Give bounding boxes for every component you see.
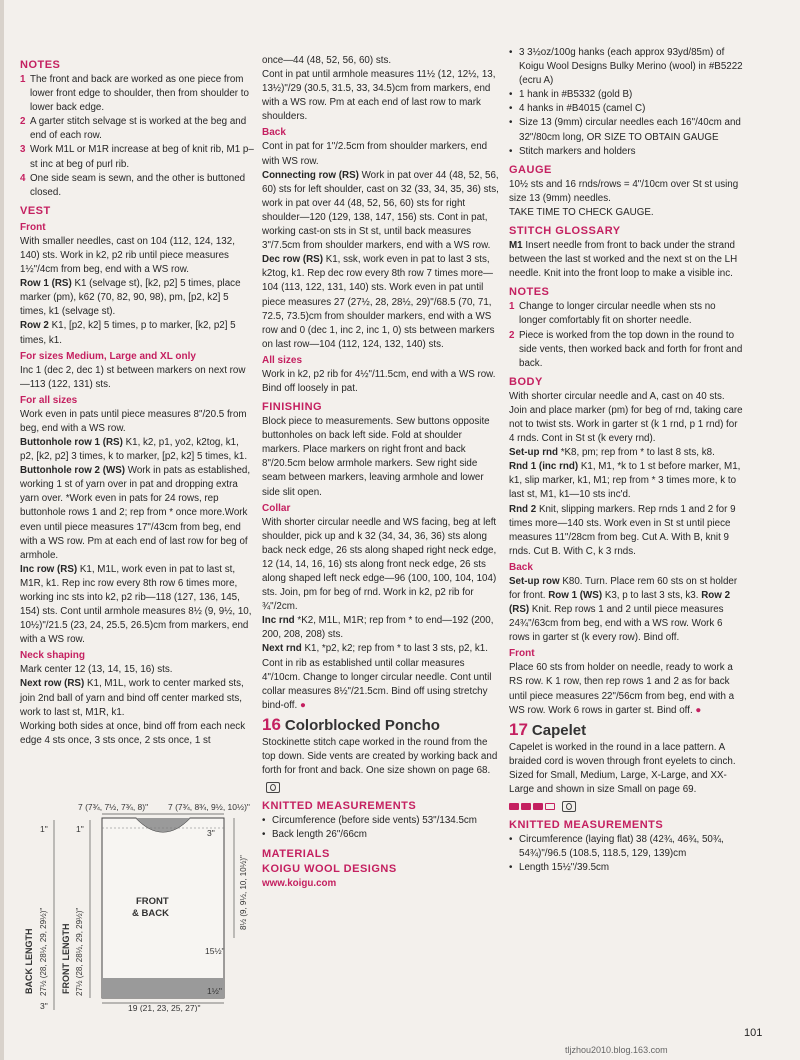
materials-heading: MATERIALS [262,847,330,860]
skill-level [509,800,745,814]
piece-label-back: & BACK [132,908,169,919]
width-value: 19 (21, 23, 25, 27)" [128,1003,201,1012]
body-heading: BODY [509,375,543,388]
yarn-weight-icon [562,801,576,812]
neck-paragraph: Mark center 12 (13, 14, 15, 16) sts. [20,664,173,676]
measurement-item: • Circumference (before side vents) 53"/134.5cm [262,814,500,828]
column-middle [262,54,500,891]
note-item: 2 Piece is worked from the top down in the round to side vents, then worked back and forth for front and back. [509,329,743,369]
pattern-16-description: Stockinette stitch cape worked in the round from the top down. Side vents are created by working back and forth for front and back. One size shown on page 68. [262,736,498,777]
stitch-glossary-heading: STITCH GLOSSARY [509,225,621,238]
front-back-schematic [20,798,260,1012]
note-item: 3 Work M1L or M1R increase at beg of knit rib, M1 p–st inc at beg of purl rib. [20,144,254,170]
gauge-check: TAKE TIME TO CHECK GAUGE. [509,206,654,218]
rib-band [102,978,224,998]
sizes-mlxl-subheading: For sizes Medium, Large and XL only [20,350,196,362]
buttonhole-paragraph: Buttonhole row 1 (RS) K1, k2, p1, yo2, k2tog, k1, p2, [k2, p2] 3 times, k to marker, [p2, k2] 5 times, k1. Buttonhole row 2 (WS) Work in pats as established, working 1 st of yarn over in pat and dropping extra yarn over. *Work even in pats for 24 rows, rep buttonhole rows 1 and 2; rep from * once more.Work even until piece measures 17"/43cm from beg, end with a WS row. Pm at each end of last row for beg of armhole. [20,436,251,561]
front-paragraph: With smaller needles, cast on 104 (112, 124, 132, 140) sts. Work in k2, p2 rib until piece measures 1½"/4cm from beg, end with a WS row. [20,235,235,276]
front-subheading-2: Front [509,648,535,660]
piece-label-front: FRONT [136,896,169,907]
one-inch-inner-label: 1" [76,824,84,834]
rnd1-paragraph: Rnd 1 (inc rnd) K1, M1, *k to 1 st before marker, M1, k1, slip marker, k1, M1; rep from * 3 times more, k to last st, M1, k1—10 sts inc'd. [509,461,741,501]
neck-shaping-subheading: Neck shaping [20,650,86,662]
materials-brand: KOIGU WOOL DESIGNS [262,862,397,875]
gauge-heading: GAUGE [509,163,552,176]
collar-subheading: Collar [262,502,291,514]
next-rnd-paragraph: Next rnd K1, *p2, k2; rep from * to last 3 sts, p2, k1. Cont in rib as established until collar measures 4"/10cm. Change to longer circular needle. Cont until collar measures 8½"/21.5cm. Bind off using stretchy bind-off. ● [262,643,492,711]
three-inch-bottom-label: 3" [40,1001,48,1011]
back-subheading: Back [262,127,286,139]
finishing-paragraph: Block piece to measurements. Sew buttons opposite buttonholes on back left side. Fold at shoulder markers. Place markers on right front and back 8"/20.5cm below armhole markers. Sew right side seam between markers, leaving armhole and lower side slit open. [262,416,490,498]
note-item: 1 The front and back are worked as one piece from lower front edge to shoulder, then from shoulder to lower back edge. [20,74,249,114]
measurement-item: • Length 15½"/39.5cm [509,861,745,875]
back-length-value: 27½ (28, 28½, 29, 29½)" [39,907,48,996]
schematic-top-right-label: 7 (7¾, 8¾, 9½, 10½)" [168,802,250,812]
front-paragraph-2: Place 60 sts from holder on needle, ready to work a RS row. K 1 row, then rep rows 1 and 2 as for back until piece measures 22"/56cm from beg, end with a WS row. Work 6 rows in garter st. Bind off. ● [509,662,735,716]
page-number: 101 [744,1027,763,1039]
column-left [20,54,254,748]
rnd2-paragraph: Rnd 2 Knit, slipping markers. Rep rnds 1 and 2 for 9 times more—140 sts. Work even in St st until piece measures 11"/28cm from beg. Cut A. With B, knit 9 rnds. Cut B. With C, k 3 rnds. [509,503,736,557]
end-marker-icon: ● [695,704,702,716]
row1-paragraph: Row 1 (RS) K1 (selvage st), [k2, p2] 5 times, place marker (pm), k62 (70, 82, 90, 98), pm, [p2, k2] 5 times, k1 (selvage st). [20,278,241,318]
side-length-label: 15½" [205,946,225,956]
inc-rnd-paragraph: Inc rnd *K2, M1L, M1R; rep from * to end—192 (200, 200, 208, 208) sts. [262,615,494,641]
collar-paragraph: With shorter circular needle and WS facing, beg at left shoulder, pick up and k 32 (34, 34, 36, 36) sts along back neck edge, 26 sts along shaped right neck edge, 12 (14, 14, 16, 16) sts along front neck edge, 26 sts along shaped left neck edge—96 (100, 100, 104, 104) sts. Join, pm for beg of rnd. Work in k2, p2 rib for ¾"/2cm. [262,516,497,613]
armhole-value: 8½ (9, 9½, 10, 10½)" [239,855,248,930]
measurement-item: • Back length 26"/66cm [262,828,500,842]
one-inch-left-label: 1" [40,824,48,834]
note-item: 4 One side seam is sewn, and the other is buttoned closed. [20,172,246,198]
back-subheading-2: Back [509,561,533,573]
row2-paragraph: Row 2 K1, [p2, k2] 5 times, p to marker, [k2, p2] 5 times, k1. [20,320,236,346]
material-item: • Stitch markers and holders [509,145,745,159]
material-item: • 1 hank in #B5332 (gold B) [509,88,745,102]
connecting-row-paragraph: Connecting row (RS) Work in pat over 44 (48, 52, 56, 60) sts for left shoulder, cast on 32 (33, 34, 35, 36) sts, work in pat over 44 (48, 52, 56, 60) sts for right shoulder—120 (129, 138, 147, 156) sts. Cont in pat, working cast-on sts in St st, until back measures 3"/7.5cm from shoulder markers, end with a WS row. [262,169,499,252]
material-item: • 3 3½oz/100g hanks (each approx 93yd/85m) of Koigu Wool Designs Bulky Merino (wool) in #B5222 (ecru A) [509,46,745,88]
vest-heading: VEST [20,204,51,217]
all-sizes-subheading: For all sizes [20,394,78,406]
back-length-label: BACK LENGTH [24,928,34,994]
m1-definition: M1 Insert needle from front to back under the strand between the last st worked and the next st on the LH needle. Knit into the front loop to make a visible inc. [509,240,738,280]
material-item: • 4 hanks in #B4015 (camel C) [509,102,745,116]
notes-heading: NOTES [20,59,61,71]
cont-paragraph-2: Cont in pat until armhole measures 11½ (12, 12½, 13, 13½)"/29 (30.5, 31.5, 33, 34.5)cm from markers, end with a WS row. Pm at each end of last row to mark shoulders. [262,69,496,123]
pattern-17-description: Capelet is worked in the round in a lace pattern. A braided cord is woven through front eyelets to cinch. Sized for Small, Medium, Large, X-Large, and XX-Large and shown in size Small on page 69. [509,741,736,796]
rib-length-label: 1½" [207,986,222,996]
dec-row-paragraph: Dec row (RS) K1, ssk, work even in pat to last 3 sts, k2tog, k1. Rep dec row every 8th row 7 times more—104 (113, 122, 131, 140) sts. Work even in pat until piece measures 27 (27½, 28, 28½, 29)"/68.5 (70, 71, 72.5, 73.5)cm from shoulder markers, end with a WS row and 0 (dec 1, inc 2, inc 1, 0) sts between markers on last row—104 (112, 124, 132, 140) sts. [262,254,495,350]
yarn-weight-icon [266,782,280,793]
end-marker-icon: ● [299,699,306,711]
schematic-top-left-label: 7 (7¾, 7½, 7¾, 8)" [78,802,149,812]
notes-heading-2: NOTES [509,286,550,299]
finishing-heading: FINISHING [262,401,323,414]
pattern-17-title: 17 Capelet [509,719,587,739]
watermark: tljzhou2010.blog.163.com [565,1045,668,1055]
all-sizes-paragraph: Work even in pats until piece measures 8"/20.5 from beg, end with a WS row. [20,408,247,434]
all-sizes-subheading-2: All sizes [262,354,303,366]
knitted-measurements-heading: KNITTED MEASUREMENTS [262,800,417,813]
skill-level-icon [509,803,555,810]
setup-rnd-paragraph: Set-up rnd *K8, pm; rep from * to last 8 sts, k8. [509,447,715,459]
knitted-measurements-heading-2: KNITTED MEASUREMENTS [509,819,664,832]
front-subheading: Front [20,221,46,233]
material-item: • Size 13 (9mm) circular needles each 16"/40cm and 32"/80cm long, OR SIZE TO OBTAIN GAUGE [509,116,745,144]
pattern-16-title: 16 Colorblocked Poncho [262,714,440,734]
front-length-value: 27½ (28, 28½, 29, 29½)" [75,907,84,996]
inc-row-paragraph: Inc row (RS) K1, M1L, work even in pat to last st, M1R, k1. Rep inc row every 8th row 6 times more, working inc sts into k2, p2 rib—118 (127, 136, 145, 154) sts. Cont until armhole measures 8½ (9, 9½, 10, 10½)"/21.5 (23, 24, 25.5, 26.5)cm from markers, end with a WS row. [20,563,252,646]
skill-level [262,781,500,795]
sizes-mlxl-paragraph: Inc 1 (dec 2, dec 1) st between markers on next row—113 (122, 131) sts. [20,364,246,390]
materials-url[interactable]: www.koigu.com [262,877,337,889]
note-item: 2 A garter stitch selvage st is worked at the beg and end of each row. [20,116,247,142]
next-row-paragraph: Next row (RS) K1, M1L, work to center marked sts, join 2nd ball of yarn and bind off center marked sts, work to last st, M1R, k1. [20,678,244,718]
gauge-paragraph: 10½ sts and 16 rnds/rows = 4"/10cm over St st using size 13 (9mm) needles. [509,178,739,204]
column-right [509,46,745,876]
three-inch-top-label: 3" [207,828,215,838]
page-binding-edge [0,0,4,1060]
front-length-label: FRONT LENGTH [61,923,71,994]
back-rows-paragraph: Set-up row K80. Turn. Place rem 60 sts on st holder for front. Row 1 (WS) K3, p to last 3 sts, k3. Row 2 (RS) Knit. Rep rows 1 and 2 until piece measures 24¾"/63cm from beg, end with a WS row. Work 6 rows in garter st (k every row). Bind off. [509,575,738,644]
body-paragraph: With shorter circular needle and A, cast on 40 sts. Join and place marker (pm) for beg of rnd, taking care not to twist sts. Work in garter st (k 1 rnd, p 1 rnd) for 4 rnds. Cont in St st (k every rnd). [509,390,743,445]
back-paragraph: Cont in pat for 1"/2.5cm from shoulder markers, end with WS row. [262,141,488,167]
all-sizes-paragraph-2: Work in k2, p2 rib for 4½"/11.5cm, end with a WS row. Bind off loosely in pat. [262,368,496,394]
note-item: 1 Change to longer circular needle when sts no longer comfortably fit on shorter needle. [509,301,716,327]
neck-paragraph-2: Working both sides at once, bind off from each neck edge 4 sts once, 3 sts once, 2 sts once, 1 st [20,720,246,746]
cont-paragraph: once—44 (48, 52, 56, 60) sts. [262,55,392,66]
measurement-item: • Circumference (laying flat) 38 (42¾, 46¾, 50¾, 54¾)"/96.5 (108.5, 118.5, 129, 139)cm [509,833,745,861]
